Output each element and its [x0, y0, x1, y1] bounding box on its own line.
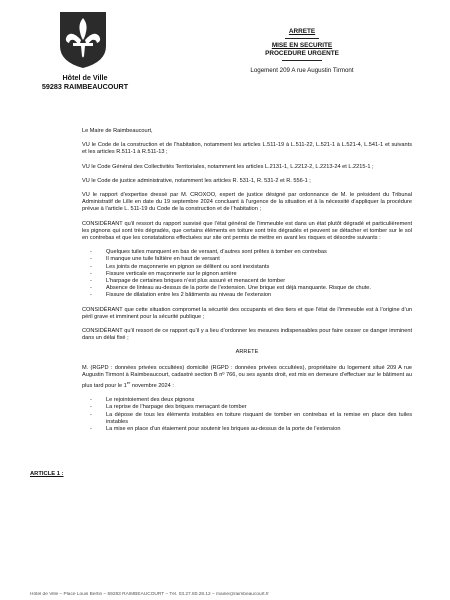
page-footer: Hôtel de Ville – Place Louis Bertin – 59283 RAIMBEAUCOURT – Tél. 03.27.80.28.12 – mairie@raimbeaucourt.fr [30, 592, 269, 597]
mairie-city: 59283 RAIMBEAUCOURT [41, 82, 129, 91]
measures-list [82, 397, 412, 433]
article-1-text-main: M. (RGPD : données privées occultées) domicilié (RGPD : données privées occultées), propriétaire du logement situé 209 A rue Augustin Tirmont à Raimbeaucourt, cadastré section B nº 766, ou ses ayants droit, est mis en demeure d’effectuer sur le bâtiment au plus tard pour le 1 [82, 364, 412, 389]
considerant-paragraph: CONSIDÉRANT qu’il ressort du rapport susvisé que l’état général de l’immeuble est dans un état plutôt dégradé et particulièrement les pignons qui sont très dégradés, que certains éléments en toiture sont très dégradés et peuvent se détacher et tomber sur le sol en contrebas et que les constatations effectuées sur site ont permis de mettre en avant les risques et désordre suivants : [82, 220, 412, 242]
list-item: - L’harpage de certaines briques n’est plus assuré et menacent de tomber [106, 278, 412, 285]
list-item: - Le rejointoiement des deux pignons [106, 397, 412, 404]
list-item: - Quelques tuiles manquent en bas de versant, d’autres sont prêtes à tomber en contrebas [106, 249, 412, 256]
list-item: - La reprise de l’harpage des briques menaçant de tomber [106, 404, 412, 411]
heading-procedure: PROCEDURE URGENTE [265, 50, 339, 57]
logement-address: Logement 209 A rue Augustin Tirmont [250, 67, 354, 74]
article-1-text [82, 365, 412, 390]
arrete-title: ARRETE [235, 349, 259, 356]
heading-arrete: ARRETE [288, 28, 316, 35]
list-item: - Absence de linteau au-dessus de la porte de l’extension. Une brique est déjà manquante. Risque de chute. [106, 285, 412, 292]
heading-mise-en-securite: MISE EN SECURITE [271, 42, 333, 49]
document-heading [222, 28, 382, 75]
article-1-text-date: novembre 2024 : [130, 382, 174, 389]
considerant-paragraph: CONSIDÉRANT qu’il ressort de ce rapport qu’il y a lieu d’ordonner les mesures indispensables pour faire cesser ce danger imminent dans un délai fixé ; [82, 328, 412, 342]
article-1-sup: er [126, 380, 131, 386]
list-item: - Il manque une tuile faîtière en haut de versant [106, 256, 412, 263]
vu-paragraph: VU le Code de la construction et de l’habitation, notamment les articles L.511-19 à L.511-22, L.521-1 à L.521-4, L.541-1 et suivants et les articles R.511-1 à R.511-13 ; [82, 142, 412, 156]
risk-list [82, 249, 412, 299]
article-1-label: ARTICLE 1 : [30, 471, 64, 477]
vu-paragraph: VU le Code de justice administrative, notamment les articles R. 531-1, R. 531-2 et R. 556-1 ; [82, 177, 311, 184]
intro-paragraph: Le Maire de Raimbeaucourt, [82, 128, 153, 134]
mairie-name: Hôtel de Ville [62, 73, 108, 82]
list-item: - Fissure verticale en maçonnerie sur le pignon arrière [106, 271, 412, 278]
list-item: - La mise en place d’un étaiement pour soutenir les briques au-dessus de la porte de l’extension [106, 426, 412, 433]
considerant-paragraph: CONSIDÉRANT que cette situation compromet la sécurité des occupants et des tiers et que l’état de l’immeuble est à l’origine d’un péril grave et imminent pour la sécurité publique ; [82, 306, 412, 320]
heading-divider-2 [282, 60, 322, 61]
document-body [82, 128, 412, 440]
mairie-address [20, 73, 150, 91]
heading-divider [285, 38, 319, 39]
vu-paragraph: VU le Code Général des Collectivités Territoriales, notamment les articles L.2131-1, L.2212-2, L.2213-24 et L.2215-1 ; [82, 163, 374, 170]
list-item: - Les joints de maçonnerie en pignon se délitent ou sont inexistants [106, 264, 412, 271]
fleur-de-lis-crest [58, 10, 108, 70]
list-item: - La dépose de tous les éléments instables en toiture risquant de tomber en contrebas et la remise en place des tuiles instables [106, 412, 412, 426]
list-item: - Fissure de dilatation entre les 2 bâtiments au niveau de l’extension [106, 292, 412, 299]
vu-paragraph: VU le rapport d’expertise dressé par M. CROXOO, expert de justice désigné par ordonnance de M. le président du Tribunal Administratif de Lille en date du 19 septembre 2024 concluant à l’urgence de la situation et à la nécessité d’appliquer la procédure prévue à l’article L. 511-19 du Code de la construction et de l’habitation ; [82, 192, 412, 213]
